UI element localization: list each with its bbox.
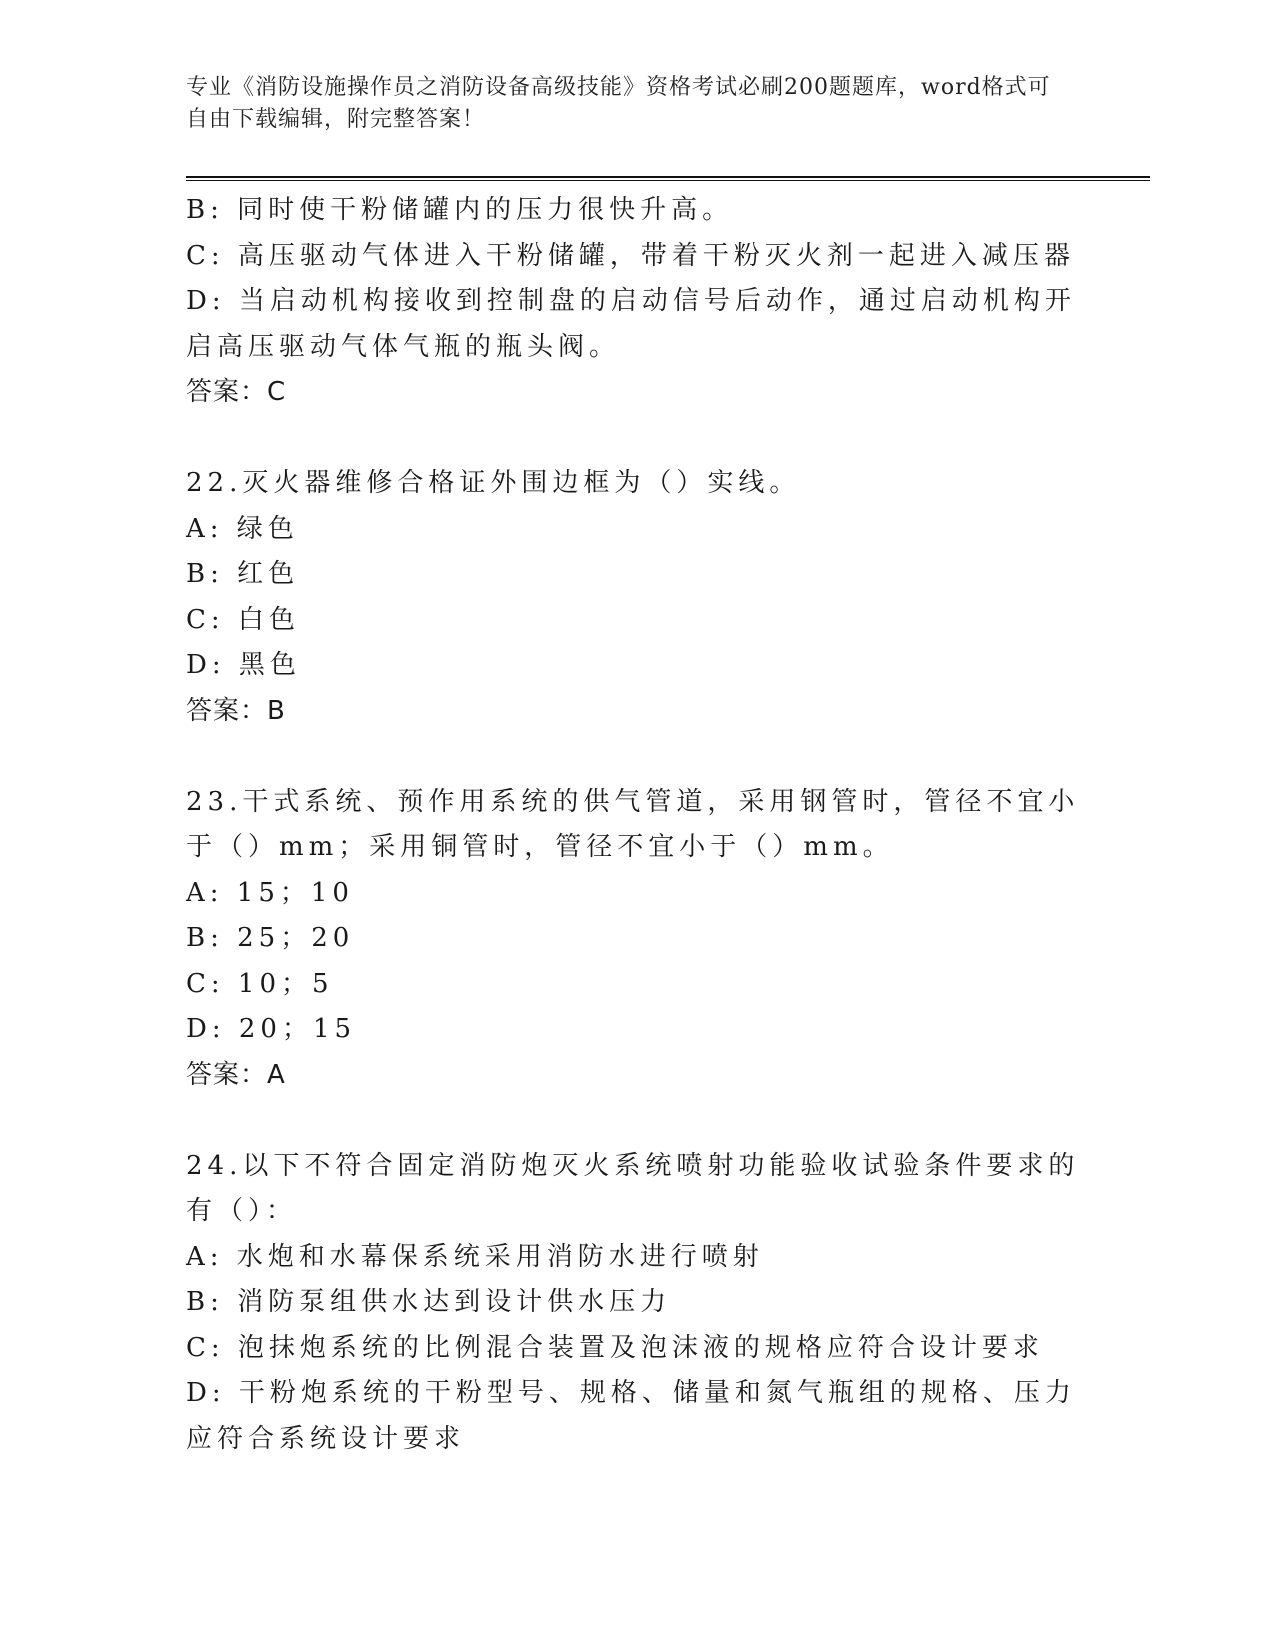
option-d: D: 20；15 [186,1014,357,1044]
answer-line: 答案：B [186,695,286,726]
option-b: B: 25；20 [186,923,355,953]
question-stem: 22.灭火器维修合格证外围边框为（）实线。 [186,468,801,498]
option-a: A: 15；10 [186,877,354,908]
option-c: C: 白色 [186,604,300,635]
question-stem: 23.干式系统、预作用系统的供气管道，采用钢管时，管径不宜小于（）mm；采用铜管时，管径不宜小于（）mm。 [186,786,1080,862]
spacer [186,416,1086,462]
answer-line: 答案：C [186,377,287,407]
option-b: B: 红色 [186,559,300,589]
question-content [186,188,1086,1462]
option-c: C: 高压驱动气体进入干粉储罐，带着干粉灭火剂一起进入减压器 [186,240,1075,271]
option-d: D: 黑色 [186,650,301,680]
question-24 [186,1144,1086,1463]
question-22 [186,461,1086,734]
option-b: B: 消防泵组供水达到设计供水压力 [186,1287,672,1317]
option-a: A: 绿色 [186,513,299,544]
page-header: 专业《消防设施操作员之消防设备高级技能》资格考试必刷200题题库，word格式可自由下载编辑，附完整答案！ [186,75,1051,132]
option-b: B: 同时使干粉储罐内的压力很快升高。 [186,195,734,225]
option-d: D: 干粉炮系统的干粉型号、规格、储量和氮气瓶组的规格、压力应符合系统设计要求 [186,1378,1076,1454]
answer-line: 答案：A [186,1059,286,1090]
option-a: A: 水炮和水幕保系统采用消防水进行喷射 [186,1241,764,1272]
question-23 [186,780,1086,1099]
option-d: D: 当启动机构接收到控制盘的启动信号后动作，通过启动机构开启高压驱动气体气瓶的瓶头阀。 [186,286,1076,362]
header-divider [186,176,1150,181]
option-c: C: 10；5 [186,968,334,999]
continued-question [186,188,1086,416]
question-stem: 24.以下不符合固定消防炮灭火系统喷射功能验收试验条件要求的有（）： [186,1150,1080,1226]
option-c: C: 泡抹炮系统的比例混合装置及泡沫液的规格应符合设计要求 [186,1332,1044,1363]
spacer [186,1098,1086,1144]
spacer [186,734,1086,780]
